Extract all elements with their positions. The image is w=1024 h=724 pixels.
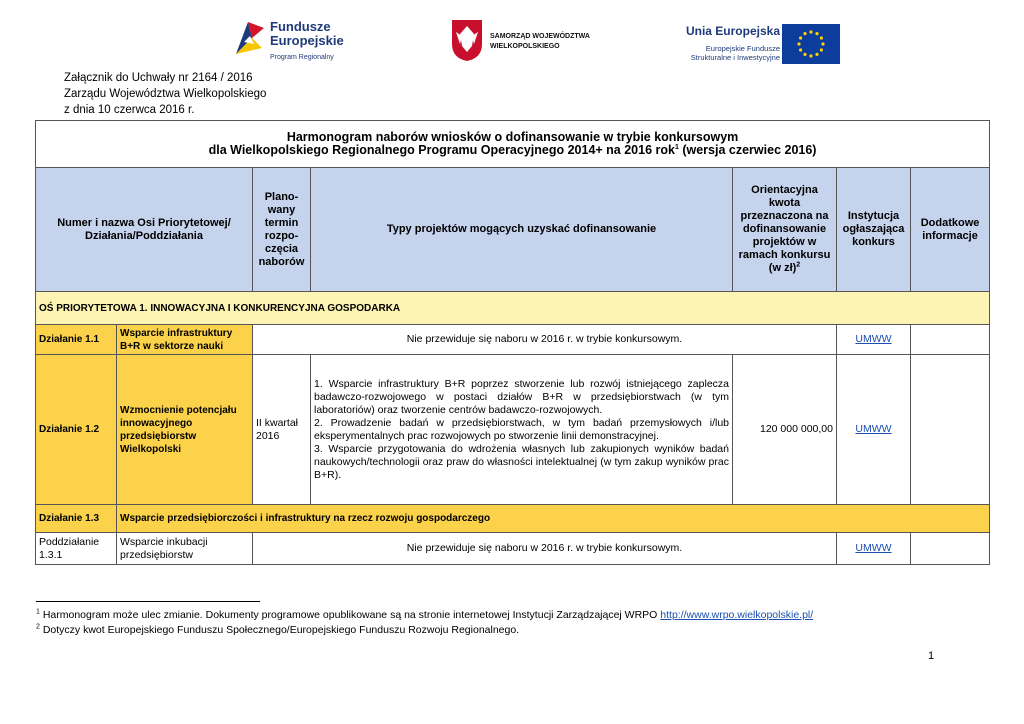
fe-star-icon: [232, 18, 266, 58]
attachment-line1: Załącznik do Uchwały nr 2164 / 2016: [64, 72, 253, 84]
row-1-2-additional: [911, 355, 990, 505]
row-1-1-additional: [911, 325, 990, 355]
row-1-2-types: [311, 355, 733, 505]
row-1-1-code: Działanie 1.1: [36, 325, 117, 355]
footnote-2: [36, 623, 813, 638]
footnote-separator: [36, 601, 260, 602]
table-title: [36, 121, 990, 168]
samorzad-logo: [450, 18, 590, 66]
header-amount: [733, 168, 837, 292]
row-1-3-name: Wsparcie przedsiębiorczości i infrastruktury na rzecz rozwoju gospodarczego: [117, 505, 990, 533]
eu-flag-icon: [782, 24, 840, 64]
row-1-2-institution-link[interactable]: UMWW: [837, 355, 911, 505]
header-term: Plano-wany termin rozpo-częcia naborów: [253, 168, 311, 292]
ue-sub1: Europejskie Fundusze: [705, 44, 780, 53]
row-1-2-type-2: 2. Prowadzenie badań w przedsiębiorstwach, w tym badań przemysłowych i/lub eksperymentalnych prac rozwojowych po stworzenie linii demonstracyjnej.: [314, 416, 729, 442]
page-number: 1: [928, 650, 935, 662]
title-footnote-mark: 1: [674, 143, 679, 151]
row-1-2-code: Działanie 1.2: [36, 355, 117, 505]
row-1-3-1-note: Nie przewiduje się naboru w 2016 r. w trybie konkursowym.: [253, 533, 837, 565]
header-amount-footnote: 2: [796, 261, 801, 269]
row-1-2-term: II kwartał 2016: [253, 355, 311, 505]
row-1-2-name: Wzmocnienie potencjału innowacyjnego przedsiębiorstw Wielkopolski: [117, 355, 253, 505]
footnote-1-text: Harmonogram może ulec zmianie. Dokumenty programowe opublikowane są na stronie internetowej Instytucji Zarządzającej WRPO: [39, 609, 661, 621]
unia-europejska-logo: [660, 22, 850, 70]
title-line1: Harmonogram naborów wniosków o dofinansowanie w trybie konkursowym: [286, 130, 739, 144]
footnote-1: [36, 608, 813, 623]
fe-sub: Program Regionalny: [270, 54, 334, 61]
footnote-2-mark: 2: [36, 623, 40, 631]
row-1-3-code: Działanie 1.3: [36, 505, 117, 533]
priority-axis-row: OŚ PRIORYTETOWA 1. INNOWACYJNA I KONKURENCYJNA GOSPODARKA: [36, 292, 990, 325]
row-1-3-1-code: Poddziałanie 1.3.1: [36, 533, 117, 565]
schedule-table: [35, 120, 990, 565]
header-project-types: Typy projektów mogących uzyskać dofinansowanie: [311, 168, 733, 292]
sw-line2: WIELKOPOLSKIEGO: [490, 43, 560, 50]
row-1-1-name: Wsparcie infrastruktury B+R w sektorze nauki: [117, 325, 253, 355]
attachment-line2: Zarządu Województwa Wielkopolskiego: [64, 88, 267, 100]
row-1-3-1-name: Wsparcie inkubacji przedsiębiorstw: [117, 533, 253, 565]
title-line2: dla Wielkopolskiego Regionalnego Programu Operacyjnego 2014+ na 2016 rok: [208, 143, 675, 157]
header-institution: Instytucja ogłaszająca konkurs: [837, 168, 911, 292]
row-1-2-type-1: 1. Wsparcie infrastruktury B+R poprzez stworzenie lub rozwój istniejącego zaplecza badawczo-rozwojowego w postaci działów B+R w przedsiębiorstwach (w tym laboratoriów) oraz tworzenie centrów badawczo-rozwojowych.: [314, 377, 729, 416]
header-additional-info: Dodatkowe informacje: [911, 168, 990, 292]
footnotes: [36, 608, 813, 638]
fundusze-europejskie-logo: [232, 18, 352, 64]
footnote-1-mark: 1: [36, 608, 40, 616]
header-amount-text: Orientacyjna kwota przeznaczona na dofinansowanie projektów w ramach konkursu (w zł): [738, 184, 831, 274]
wrpo-link[interactable]: http://www.wrpo.wielkopolskie.pl/: [660, 609, 814, 621]
fe-line1: Fundusze: [270, 19, 331, 34]
attachment-line3: z dnia 10 czerwca 2016 r.: [64, 104, 195, 116]
ue-sub2: Strukturalne i Inwestycyjne: [690, 53, 780, 62]
row-1-1-institution-link[interactable]: UMWW: [837, 325, 911, 355]
row-1-2-amount: 120 000 000,00: [733, 355, 837, 505]
attachment-header: [64, 70, 266, 118]
logo-bar: [0, 16, 1024, 66]
row-1-2-type-3: 3. Wsparcie przygotowania do wdrożenia własnych lub zakupionych wyników badań naukowych/technologii oraz praw do własności intelektualnej (w tym zakup wyników prac B+R).: [314, 442, 729, 481]
row-1-1-note: Nie przewiduje się naboru w 2016 r. w trybie konkursowym.: [253, 325, 837, 355]
ue-title: Unia Europejska: [685, 24, 780, 38]
row-1-3-1-institution-link[interactable]: UMWW: [837, 533, 911, 565]
title-version: (wersja czerwiec 2016): [678, 143, 817, 157]
eagle-shield-icon: [450, 18, 484, 62]
row-1-3-1-additional: [911, 533, 990, 565]
sw-line1: SAMORZĄD WOJEWÓDZTWA: [490, 33, 590, 40]
header-axis-name: Numer i nazwa Osi Priorytetowej/ Działania/Poddziałania: [36, 168, 253, 292]
fe-line2: Europejskie: [270, 33, 344, 48]
footnote-2-text: Dotyczy kwot Europejskiego Funduszu Społecznego/Europejskiego Funduszu Rozwoju Regionalnego.: [39, 624, 520, 636]
